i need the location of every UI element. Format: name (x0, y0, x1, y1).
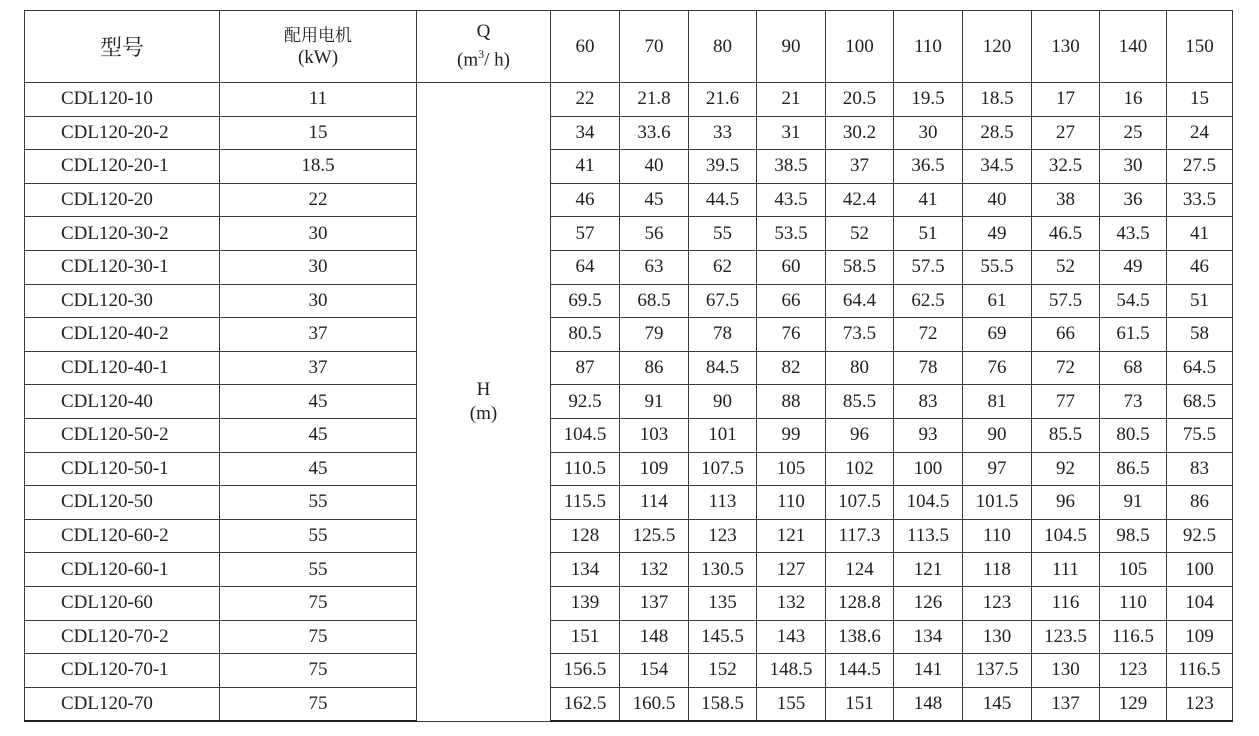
head-value-cell: 15 (1167, 83, 1233, 117)
motor-power-cell: 55 (220, 519, 417, 553)
model-cell: CDL120-60-2 (25, 519, 220, 553)
head-value-cell: 103 (620, 418, 689, 452)
head-value-cell: 88 (757, 385, 826, 419)
head-value-cell: 148 (620, 620, 689, 654)
head-value-cell: 77 (1032, 385, 1100, 419)
head-value-cell: 160.5 (620, 687, 689, 721)
head-value-cell: 84.5 (689, 351, 757, 385)
table-row (25, 385, 1233, 419)
head-value-cell: 100 (894, 452, 963, 486)
head-value-cell: 81 (963, 385, 1032, 419)
head-value-cell: 79 (620, 318, 689, 352)
head-value-cell: 148.5 (757, 654, 826, 688)
head-label-cell (417, 83, 551, 722)
pump-performance-table (24, 10, 1233, 722)
head-value-cell: 21 (757, 83, 826, 117)
flow-value-header: 120 (963, 11, 1032, 83)
head-value-cell: 40 (620, 150, 689, 184)
table-row (25, 284, 1233, 318)
head-value-cell: 67.5 (689, 284, 757, 318)
motor-power-cell: 75 (220, 687, 417, 721)
head-value-cell: 121 (894, 553, 963, 587)
table-row (25, 83, 1233, 117)
motor-power-cell: 75 (220, 586, 417, 620)
head-value-cell: 91 (620, 385, 689, 419)
head-value-cell: 93 (894, 418, 963, 452)
head-value-cell: 137.5 (963, 654, 1032, 688)
head-value-cell: 20.5 (826, 83, 894, 117)
head-value-cell: 51 (894, 217, 963, 251)
head-value-cell: 43.5 (1100, 217, 1167, 251)
head-value-cell: 104.5 (894, 486, 963, 520)
spec-table-container (24, 10, 1233, 722)
model-cell: CDL120-70 (25, 687, 220, 721)
motor-power-cell: 22 (220, 183, 417, 217)
head-value-cell: 19.5 (894, 83, 963, 117)
head-value-cell: 51 (1167, 284, 1233, 318)
head-value-cell: 134 (551, 553, 620, 587)
head-value-cell: 58 (1167, 318, 1233, 352)
head-value-cell: 80.5 (1100, 418, 1167, 452)
head-value-cell: 75.5 (1167, 418, 1233, 452)
head-value-cell: 41 (1167, 217, 1233, 251)
head-value-cell: 32.5 (1032, 150, 1100, 184)
head-value-cell: 123 (689, 519, 757, 553)
head-value-cell: 110 (1100, 586, 1167, 620)
head-value-cell: 116 (1032, 586, 1100, 620)
head-value-cell: 158.5 (689, 687, 757, 721)
head-value-cell: 113 (689, 486, 757, 520)
head-unit: (m) (469, 402, 498, 424)
head-value-cell: 52 (1032, 250, 1100, 284)
head-value-cell: 18.5 (963, 83, 1032, 117)
head-value-cell: 127 (757, 553, 826, 587)
head-value-cell: 46 (1167, 250, 1233, 284)
head-value-cell: 45 (620, 183, 689, 217)
head-value-cell: 85.5 (1032, 418, 1100, 452)
head-value-cell: 52 (826, 217, 894, 251)
head-value-cell: 110 (757, 486, 826, 520)
table-row (25, 654, 1233, 688)
head-value-cell: 101 (689, 418, 757, 452)
head-value-cell: 57.5 (1032, 284, 1100, 318)
table-row (25, 318, 1233, 352)
head-value-cell: 96 (1032, 486, 1100, 520)
head-value-cell: 121 (757, 519, 826, 553)
motor-power-cell: 45 (220, 385, 417, 419)
head-value-cell: 57.5 (894, 250, 963, 284)
head-value-cell: 64.4 (826, 284, 894, 318)
head-value-cell: 96 (826, 418, 894, 452)
head-value-cell: 109 (1167, 620, 1233, 654)
motor-power-cell: 11 (220, 83, 417, 117)
head-value-cell: 105 (1100, 553, 1167, 587)
head-value-cell: 73.5 (826, 318, 894, 352)
table-row (25, 519, 1233, 553)
head-value-cell: 55 (689, 217, 757, 251)
head-value-cell: 162.5 (551, 687, 620, 721)
head-value-cell: 116.5 (1167, 654, 1233, 688)
head-value-cell: 56 (620, 217, 689, 251)
motor-power-cell: 45 (220, 452, 417, 486)
flow-header-unit: ($m^3/$ h) (457, 47, 510, 71)
head-value-cell: 129 (1100, 687, 1167, 721)
head-value-cell: 22 (551, 83, 620, 117)
motor-power-cell: 30 (220, 284, 417, 318)
head-value-cell: 92 (1032, 452, 1100, 486)
head-value-cell: 33.5 (1167, 183, 1233, 217)
head-value-cell: 87 (551, 351, 620, 385)
flow-value-header: 140 (1100, 11, 1167, 83)
flow-header-symbol: Q (476, 21, 491, 43)
head-value-cell: 69.5 (551, 284, 620, 318)
head-value-cell: 31 (757, 116, 826, 150)
head-value-cell: 72 (894, 318, 963, 352)
head-value-cell: 34 (551, 116, 620, 150)
head-value-cell: 33.6 (620, 116, 689, 150)
head-value-cell: 86 (620, 351, 689, 385)
table-row (25, 553, 1233, 587)
head-value-cell: 132 (620, 553, 689, 587)
head-value-cell: 130 (963, 620, 1032, 654)
model-column-header (25, 11, 220, 83)
model-cell: CDL120-30-2 (25, 217, 220, 251)
head-value-cell: 66 (757, 284, 826, 318)
head-value-cell: 92.5 (551, 385, 620, 419)
head-value-cell: 58.5 (826, 250, 894, 284)
head-value-cell: 38 (1032, 183, 1100, 217)
table-row (25, 217, 1233, 251)
head-value-cell: 104.5 (1032, 519, 1100, 553)
table-row (25, 116, 1233, 150)
model-cell: CDL120-20-1 (25, 150, 220, 184)
model-cell: CDL120-10 (25, 83, 220, 117)
head-value-cell: 102 (826, 452, 894, 486)
head-value-cell: 104 (1167, 586, 1233, 620)
head-value-cell: 49 (1100, 250, 1167, 284)
table-row (25, 486, 1233, 520)
head-value-cell: 151 (551, 620, 620, 654)
head-value-cell: 34.5 (963, 150, 1032, 184)
head-value-cell: 141 (894, 654, 963, 688)
head-value-cell: 85.5 (826, 385, 894, 419)
head-value-cell: 62.5 (894, 284, 963, 318)
table-row (25, 418, 1233, 452)
motor-header-unit: (kW) (297, 46, 339, 68)
head-value-cell: 107.5 (689, 452, 757, 486)
table-row (25, 687, 1233, 721)
model-cell: CDL120-50-1 (25, 452, 220, 486)
head-value-cell: 118 (963, 553, 1032, 587)
model-cell: CDL120-60-1 (25, 553, 220, 587)
head-value-cell: 38.5 (757, 150, 826, 184)
head-value-cell: 43.5 (757, 183, 826, 217)
head-value-cell: 134 (894, 620, 963, 654)
motor-power-cell: 30 (220, 250, 417, 284)
head-value-cell: 105 (757, 452, 826, 486)
head-value-cell: 91 (1100, 486, 1167, 520)
head-value-cell: 46.5 (1032, 217, 1100, 251)
flow-value-header: 110 (894, 11, 963, 83)
head-value-cell: 36 (1100, 183, 1167, 217)
head-value-cell: 110.5 (551, 452, 620, 486)
motor-power-cell: 30 (220, 217, 417, 251)
head-value-cell: 148 (894, 687, 963, 721)
head-value-cell: 130 (1032, 654, 1100, 688)
model-cell: CDL120-70-2 (25, 620, 220, 654)
head-value-cell: 124 (826, 553, 894, 587)
head-value-cell: 143 (757, 620, 826, 654)
head-value-cell: 113.5 (894, 519, 963, 553)
head-value-cell: 82 (757, 351, 826, 385)
model-cell: CDL120-30-1 (25, 250, 220, 284)
head-value-cell: 49 (963, 217, 1032, 251)
head-value-cell: 126 (894, 586, 963, 620)
head-value-cell: 37 (826, 150, 894, 184)
head-value-cell: 123 (1167, 687, 1233, 721)
head-value-cell: 27 (1032, 116, 1100, 150)
head-value-cell: 27.5 (1167, 150, 1233, 184)
motor-power-cell: 37 (220, 351, 417, 385)
head-value-cell: 64 (551, 250, 620, 284)
motor-power-cell: 75 (220, 620, 417, 654)
head-value-cell: 116.5 (1100, 620, 1167, 654)
head-value-cell: 90 (963, 418, 1032, 452)
header-row (25, 11, 1233, 83)
motor-power-cell: 15 (220, 116, 417, 150)
motor-power-cell: 75 (220, 654, 417, 688)
model-cell: CDL120-40 (25, 385, 220, 419)
head-value-cell: 80.5 (551, 318, 620, 352)
head-value-cell: 53.5 (757, 217, 826, 251)
head-value-cell: 68 (1100, 351, 1167, 385)
head-value-cell: 125.5 (620, 519, 689, 553)
head-value-cell: 137 (1032, 687, 1100, 721)
head-value-cell: 46 (551, 183, 620, 217)
head-value-cell: 156.5 (551, 654, 620, 688)
head-value-cell: 64.5 (1167, 351, 1233, 385)
head-symbol: H (476, 378, 491, 400)
head-value-cell: 40 (963, 183, 1032, 217)
head-value-cell: 86.5 (1100, 452, 1167, 486)
head-value-cell: 76 (757, 318, 826, 352)
head-value-cell: 69 (963, 318, 1032, 352)
head-value-cell: 76 (963, 351, 1032, 385)
head-value-cell: 61 (963, 284, 1032, 318)
head-value-cell: 107.5 (826, 486, 894, 520)
head-value-cell: 155 (757, 687, 826, 721)
head-value-cell: 145 (963, 687, 1032, 721)
model-cell: CDL120-60 (25, 586, 220, 620)
head-value-cell: 123.5 (1032, 620, 1100, 654)
head-value-cell: 78 (894, 351, 963, 385)
head-value-cell: 66 (1032, 318, 1100, 352)
model-cell: CDL120-40-2 (25, 318, 220, 352)
head-value-cell: 123 (1100, 654, 1167, 688)
head-value-cell: 33 (689, 116, 757, 150)
head-value-cell: 73 (1100, 385, 1167, 419)
table-row (25, 183, 1233, 217)
head-value-cell: 83 (894, 385, 963, 419)
table-row (25, 351, 1233, 385)
head-value-cell: 30 (894, 116, 963, 150)
head-value-cell: 145.5 (689, 620, 757, 654)
model-cell: CDL120-30 (25, 284, 220, 318)
head-value-cell: 117.3 (826, 519, 894, 553)
head-value-cell: 86 (1167, 486, 1233, 520)
head-value-cell: 25 (1100, 116, 1167, 150)
flow-value-header: 130 (1032, 11, 1100, 83)
head-value-cell: 78 (689, 318, 757, 352)
motor-power-cell: 55 (220, 553, 417, 587)
head-value-cell: 99 (757, 418, 826, 452)
head-value-cell: 83 (1167, 452, 1233, 486)
motor-power-cell: 55 (220, 486, 417, 520)
head-value-cell: 24 (1167, 116, 1233, 150)
flow-value-header: 100 (826, 11, 894, 83)
head-value-cell: 101.5 (963, 486, 1032, 520)
head-value-cell: 17 (1032, 83, 1100, 117)
head-value-cell: 100 (1167, 553, 1233, 587)
model-cell: CDL120-70-1 (25, 654, 220, 688)
flow-value-header: 150 (1167, 11, 1233, 83)
table-row (25, 586, 1233, 620)
model-cell: CDL120-20 (25, 183, 220, 217)
head-value-cell: 98.5 (1100, 519, 1167, 553)
model-cell: CDL120-40-1 (25, 351, 220, 385)
table-row (25, 150, 1233, 184)
motor-power-cell: 45 (220, 418, 417, 452)
model-header-label: 型号 (99, 36, 144, 61)
head-value-cell: 41 (551, 150, 620, 184)
head-value-cell: 57 (551, 217, 620, 251)
model-cell: CDL120-50-2 (25, 418, 220, 452)
head-value-cell: 109 (620, 452, 689, 486)
head-value-cell: 68.5 (1167, 385, 1233, 419)
head-value-cell: 128 (551, 519, 620, 553)
head-value-cell: 128.8 (826, 586, 894, 620)
table-body (25, 83, 1233, 722)
head-value-cell: 132 (757, 586, 826, 620)
head-value-cell: 130.5 (689, 553, 757, 587)
head-value-cell: 90 (689, 385, 757, 419)
motor-column-header (220, 11, 417, 83)
head-value-cell: 28.5 (963, 116, 1032, 150)
head-value-cell: 68.5 (620, 284, 689, 318)
head-value-cell: 80 (826, 351, 894, 385)
head-value-cell: 63 (620, 250, 689, 284)
flow-value-header: 80 (689, 11, 757, 83)
motor-header-label: 配用电机 (284, 25, 352, 46)
head-value-cell: 111 (1032, 553, 1100, 587)
head-value-cell: 44.5 (689, 183, 757, 217)
head-value-cell: 123 (963, 586, 1032, 620)
flow-value-header: 90 (757, 11, 826, 83)
head-value-cell: 21.6 (689, 83, 757, 117)
head-value-cell: 30.2 (826, 116, 894, 150)
head-value-cell: 42.4 (826, 183, 894, 217)
head-value-cell: 110 (963, 519, 1032, 553)
head-value-cell: 30 (1100, 150, 1167, 184)
flow-value-header: 70 (620, 11, 689, 83)
flow-value-header: 60 (551, 11, 620, 83)
table-row (25, 452, 1233, 486)
head-value-cell: 36.5 (894, 150, 963, 184)
head-value-cell: 104.5 (551, 418, 620, 452)
head-value-cell: 114 (620, 486, 689, 520)
head-value-cell: 154 (620, 654, 689, 688)
head-value-cell: 152 (689, 654, 757, 688)
head-value-cell: 97 (963, 452, 1032, 486)
head-value-cell: 151 (826, 687, 894, 721)
table-row (25, 250, 1233, 284)
head-value-cell: 92.5 (1167, 519, 1233, 553)
model-cell: CDL120-50 (25, 486, 220, 520)
head-value-cell: 61.5 (1100, 318, 1167, 352)
head-value-cell: 60 (757, 250, 826, 284)
head-value-cell: 62 (689, 250, 757, 284)
motor-power-cell: 18.5 (220, 150, 417, 184)
flow-column-header (417, 11, 551, 83)
head-value-cell: 135 (689, 586, 757, 620)
head-value-cell: 21.8 (620, 83, 689, 117)
head-value-cell: 54.5 (1100, 284, 1167, 318)
head-value-cell: 137 (620, 586, 689, 620)
head-value-cell: 115.5 (551, 486, 620, 520)
model-cell: CDL120-20-2 (25, 116, 220, 150)
head-value-cell: 72 (1032, 351, 1100, 385)
head-value-cell: 16 (1100, 83, 1167, 117)
head-value-cell: 139 (551, 586, 620, 620)
table-row (25, 620, 1233, 654)
head-value-cell: 41 (894, 183, 963, 217)
head-value-cell: 138.6 (826, 620, 894, 654)
head-value-cell: 144.5 (826, 654, 894, 688)
head-value-cell: 39.5 (689, 150, 757, 184)
head-value-cell: 55.5 (963, 250, 1032, 284)
motor-power-cell: 37 (220, 318, 417, 352)
